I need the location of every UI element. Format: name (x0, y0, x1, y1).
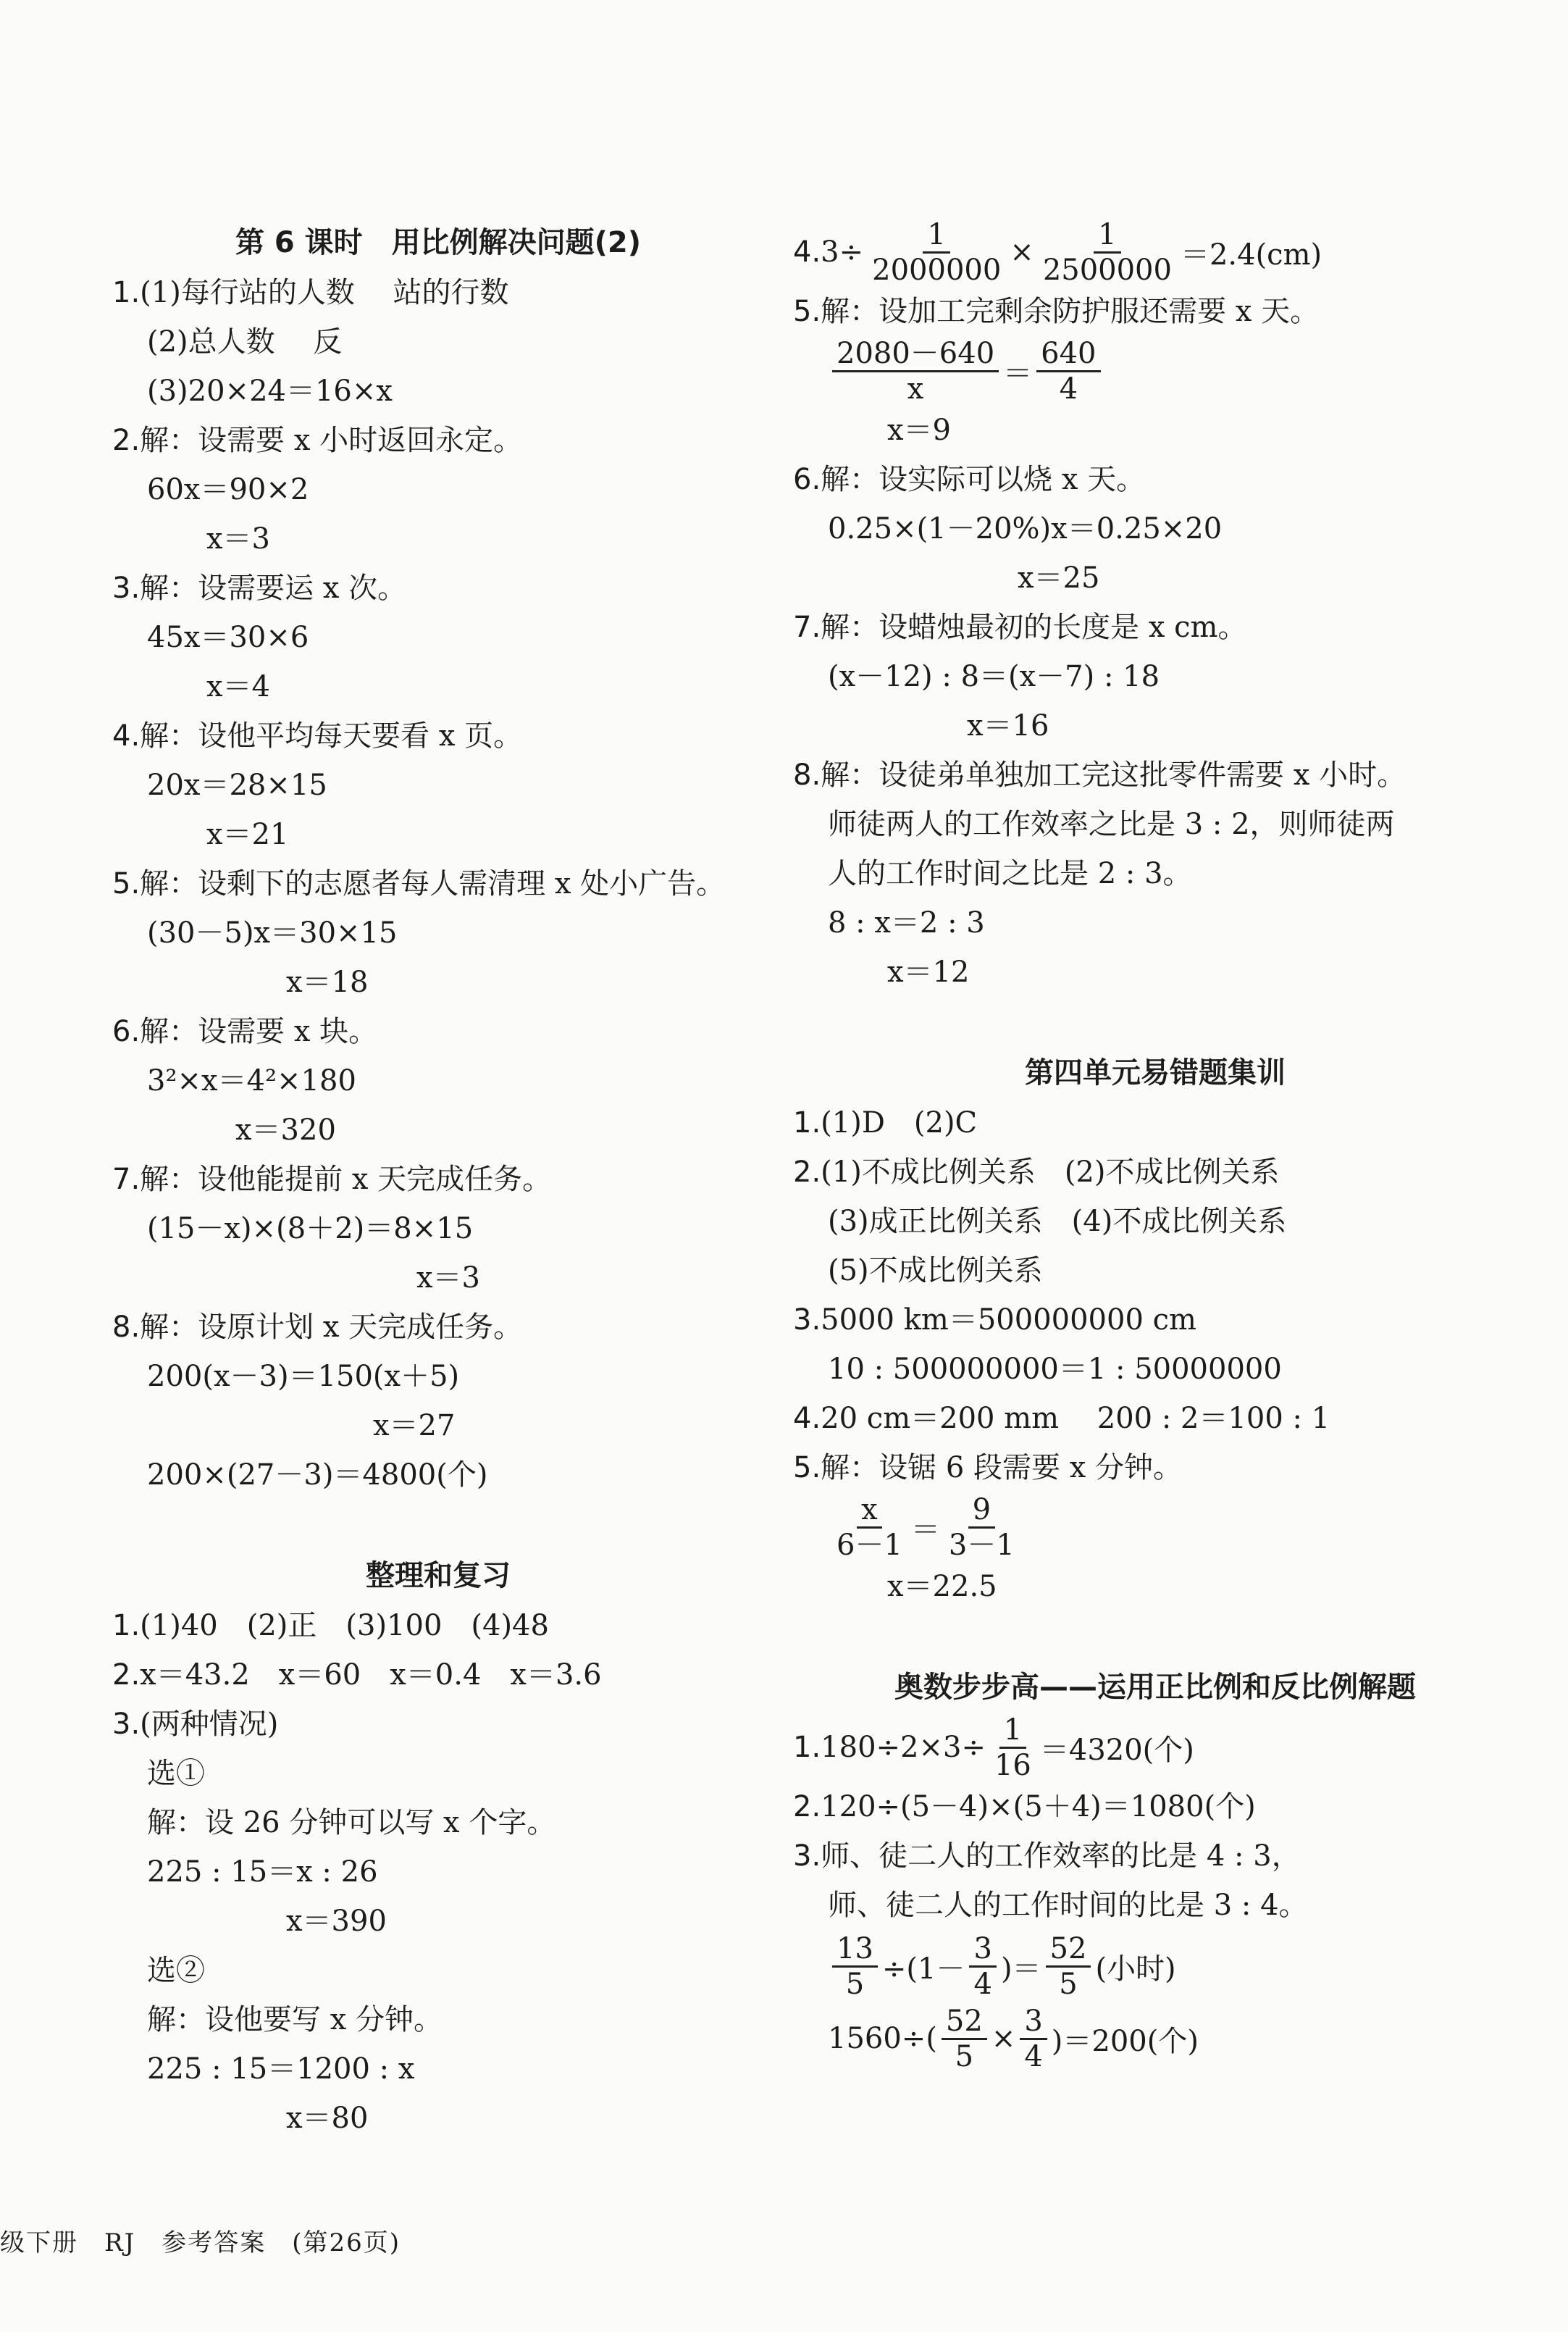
answer-line: (5)不成比例关系 (828, 1254, 1043, 1287)
answer-line: x＝22.5 (887, 1570, 997, 1603)
answer-line: (x－12) : 8＝(x－7) : 18 (828, 660, 1160, 693)
answer-line: (3)成正比例关系 (4)不成比例关系 (828, 1205, 1287, 1238)
answer-line: (15－x)×(8＋2)＝8×15 (147, 1212, 474, 1245)
unit4-5-equation: $\frac{x}{6-1}$ ＝ $\frac{9}{3-1}$ (793, 1492, 1517, 1562)
unit4-2: 2.(1)不成比例关系 (2)不成比例关系 (793, 1155, 1280, 1189)
olympiad-3-equation: $\frac{13}{5}$ ÷(1－ $\frac{3}{4}$ )＝ $\frac{52}{5}$ (小时) (793, 1930, 1517, 2002)
answer-line: x＝80 (286, 2102, 369, 2135)
answer-5: 5.解：设加工完剩余防护服还需要 x 天。 (793, 295, 1320, 328)
fraction: $\frac{x}{6-1}$ (837, 1492, 902, 1562)
answer-line: 225 : 15＝x : 26 (147, 1855, 378, 1889)
answer-line: 3²×x＝4²×180 (147, 1064, 356, 1098)
fraction: $\frac{13}{5}$ (832, 1932, 878, 2001)
answer-1: 1.(1)每行站的人数 站的行数 (112, 276, 509, 309)
answer-line: x＝3 (416, 1261, 481, 1295)
answer-line: 解：设他要写 x 分钟。 (147, 2003, 443, 2036)
answer-line: 选② (147, 1954, 205, 1987)
section-title-review: 整理和复习 (366, 1559, 511, 1592)
answer-line: 60x＝90×2 (147, 473, 309, 506)
fraction: $\frac{1}{2000000}$ (872, 217, 1002, 287)
olympiad-3-result: 1560÷( $\frac{52}{5}$ × $\frac{3}{4}$ )＝200(个) (828, 2004, 1199, 2073)
answer-line: x＝25 (1018, 561, 1100, 595)
answer-line: 解：设 26 分钟可以写 x 个字。 (147, 1806, 556, 1839)
answer-line: 8 : x＝2 : 3 (828, 906, 985, 940)
answer-line: x＝3 (206, 522, 271, 556)
review-1: 1.(1)40 (2)正 (3)100 (4)48 (112, 1609, 549, 1642)
answer-3: 3.解：设需要运 x 次。 (112, 572, 407, 605)
answer-line: x＝4 (206, 670, 271, 703)
olympiad-3: 3.师、徒二人的工作效率的比是 4 : 3， (793, 1839, 1301, 1873)
section-title-unit4: 第四单元易错题集训 (1025, 1056, 1286, 1090)
answer-line: (2)总人数 反 (147, 325, 343, 359)
answer-8: 8.解：设徒弟单独加工完这批零件需要 x 小时。 (793, 758, 1406, 792)
fraction: $\frac{3}{4}$ (969, 1932, 996, 2001)
fraction: $\frac{1}{16}$ (994, 1713, 1031, 1782)
answer-line: x＝12 (887, 956, 970, 989)
answer-line: x＝27 (373, 1409, 456, 1442)
answer-line: x＝9 (887, 414, 952, 447)
answer-7: 7.解：设他能提前 x 天完成任务。 (112, 1163, 552, 1196)
unit4-3: 3.5000 km＝500000000 cm (793, 1303, 1196, 1337)
unit4-5: 5.解：设锯 6 段需要 x 分钟。 (793, 1451, 1183, 1484)
right-column (793, 217, 1517, 2075)
answer-line: x＝18 (286, 966, 369, 999)
answer-line: 师、徒二人的工作时间的比是 3 : 4。 (828, 1889, 1308, 1922)
spacer (793, 997, 1517, 1048)
answer-5: 5.解：设剩下的志愿者每人需清理 x 处小广告。 (112, 867, 726, 900)
answer-line: 师徒两人的工作效率之比是 3 : 2，则师徒两 (828, 808, 1395, 841)
answer-line: x＝390 (286, 1905, 387, 1938)
answer-line: 人的工作时间之比是 2 : 3。 (828, 857, 1192, 890)
answer-6: 6.解：设实际可以烧 x 天。 (793, 463, 1146, 496)
answer-line: x＝16 (967, 709, 1049, 743)
answer-line: 20x＝28×15 (147, 769, 327, 802)
answer-line: x＝320 (235, 1113, 336, 1147)
review-2: 2.x＝43.2 x＝60 x＝0.4 x＝3.6 (112, 1658, 602, 1692)
answer-line: 0.25×(1－20%)x＝0.25×20 (828, 512, 1223, 546)
spacer (112, 1500, 764, 1550)
fraction: $\frac{2080-640}{x}$ (832, 337, 999, 406)
answer-line: 225 : 15＝1200 : x (147, 2052, 415, 2086)
fraction: $\frac{640}{4}$ (1036, 337, 1100, 406)
answer-2: 2.解：设需要 x 小时返回永定。 (112, 424, 523, 457)
section-title-olympiad: 奥数步步高——运用正比例和反比例解题 (894, 1671, 1416, 1704)
olympiad-2: 2.120÷(5－4)×(5＋4)＝1080(个) (793, 1790, 1256, 1823)
fraction: $\frac{52}{5}$ (942, 2005, 987, 2073)
answer-line: x＝21 (206, 818, 289, 851)
page-footer: 级下册 RJ 参考答案 (第26页) (0, 2228, 401, 2257)
answer-line: 选① (147, 1757, 205, 1790)
fraction: $\frac{3}{4}$ (1020, 2005, 1047, 2073)
answer-5-equation: $\frac{2080-640}{x}$ ＝ $\frac{640}{4}$ (793, 336, 1517, 406)
review-3: 3.(两种情况) (112, 1708, 279, 1741)
left-column (112, 217, 764, 2143)
spacer (793, 1611, 1517, 1662)
answer-7: 7.解：设蜡烛最初的长度是 x cm。 (793, 611, 1247, 644)
answer-line: (3)20×24＝16×x (147, 375, 393, 408)
answer-6: 6.解：设需要 x 块。 (112, 1015, 378, 1048)
answer-4-fraction: 4. 3÷ $\frac{1}{2000000}$ × $\frac{1}{2500000}$ ＝2.4(cm) (793, 217, 1322, 287)
answer-line: (30－5)x＝30×15 (147, 916, 398, 950)
fraction: $\frac{9}{3-1}$ (948, 1492, 1015, 1562)
answer-line: 200×(27－3)＝4800(个) (147, 1458, 488, 1492)
answer-8: 8.解：设原计划 x 天完成任务。 (112, 1311, 523, 1344)
answer-4: 4.解：设他平均每天要看 x 页。 (112, 719, 523, 753)
section-title-lesson6: 第 6 课时 用比例解决问题(2) (235, 226, 642, 259)
answer-line: 10 : 500000000＝1 : 50000000 (828, 1353, 1282, 1386)
olympiad-1: 1. 180÷2×3÷ $\frac{1}{16}$ ＝4320(个) (793, 1713, 1194, 1782)
answer-line: 200(x－3)＝150(x＋5) (147, 1360, 460, 1393)
fraction: $\frac{52}{5}$ (1046, 1932, 1091, 2001)
answer-line: 45x＝30×6 (147, 621, 309, 654)
unit4-1: 1.(1)D (2)C (793, 1106, 978, 1140)
unit4-4: 4.20 cm＝200 mm 200 : 2＝100 : 1 (793, 1402, 1330, 1435)
fraction: $\frac{1}{2500000}$ (1042, 217, 1172, 287)
